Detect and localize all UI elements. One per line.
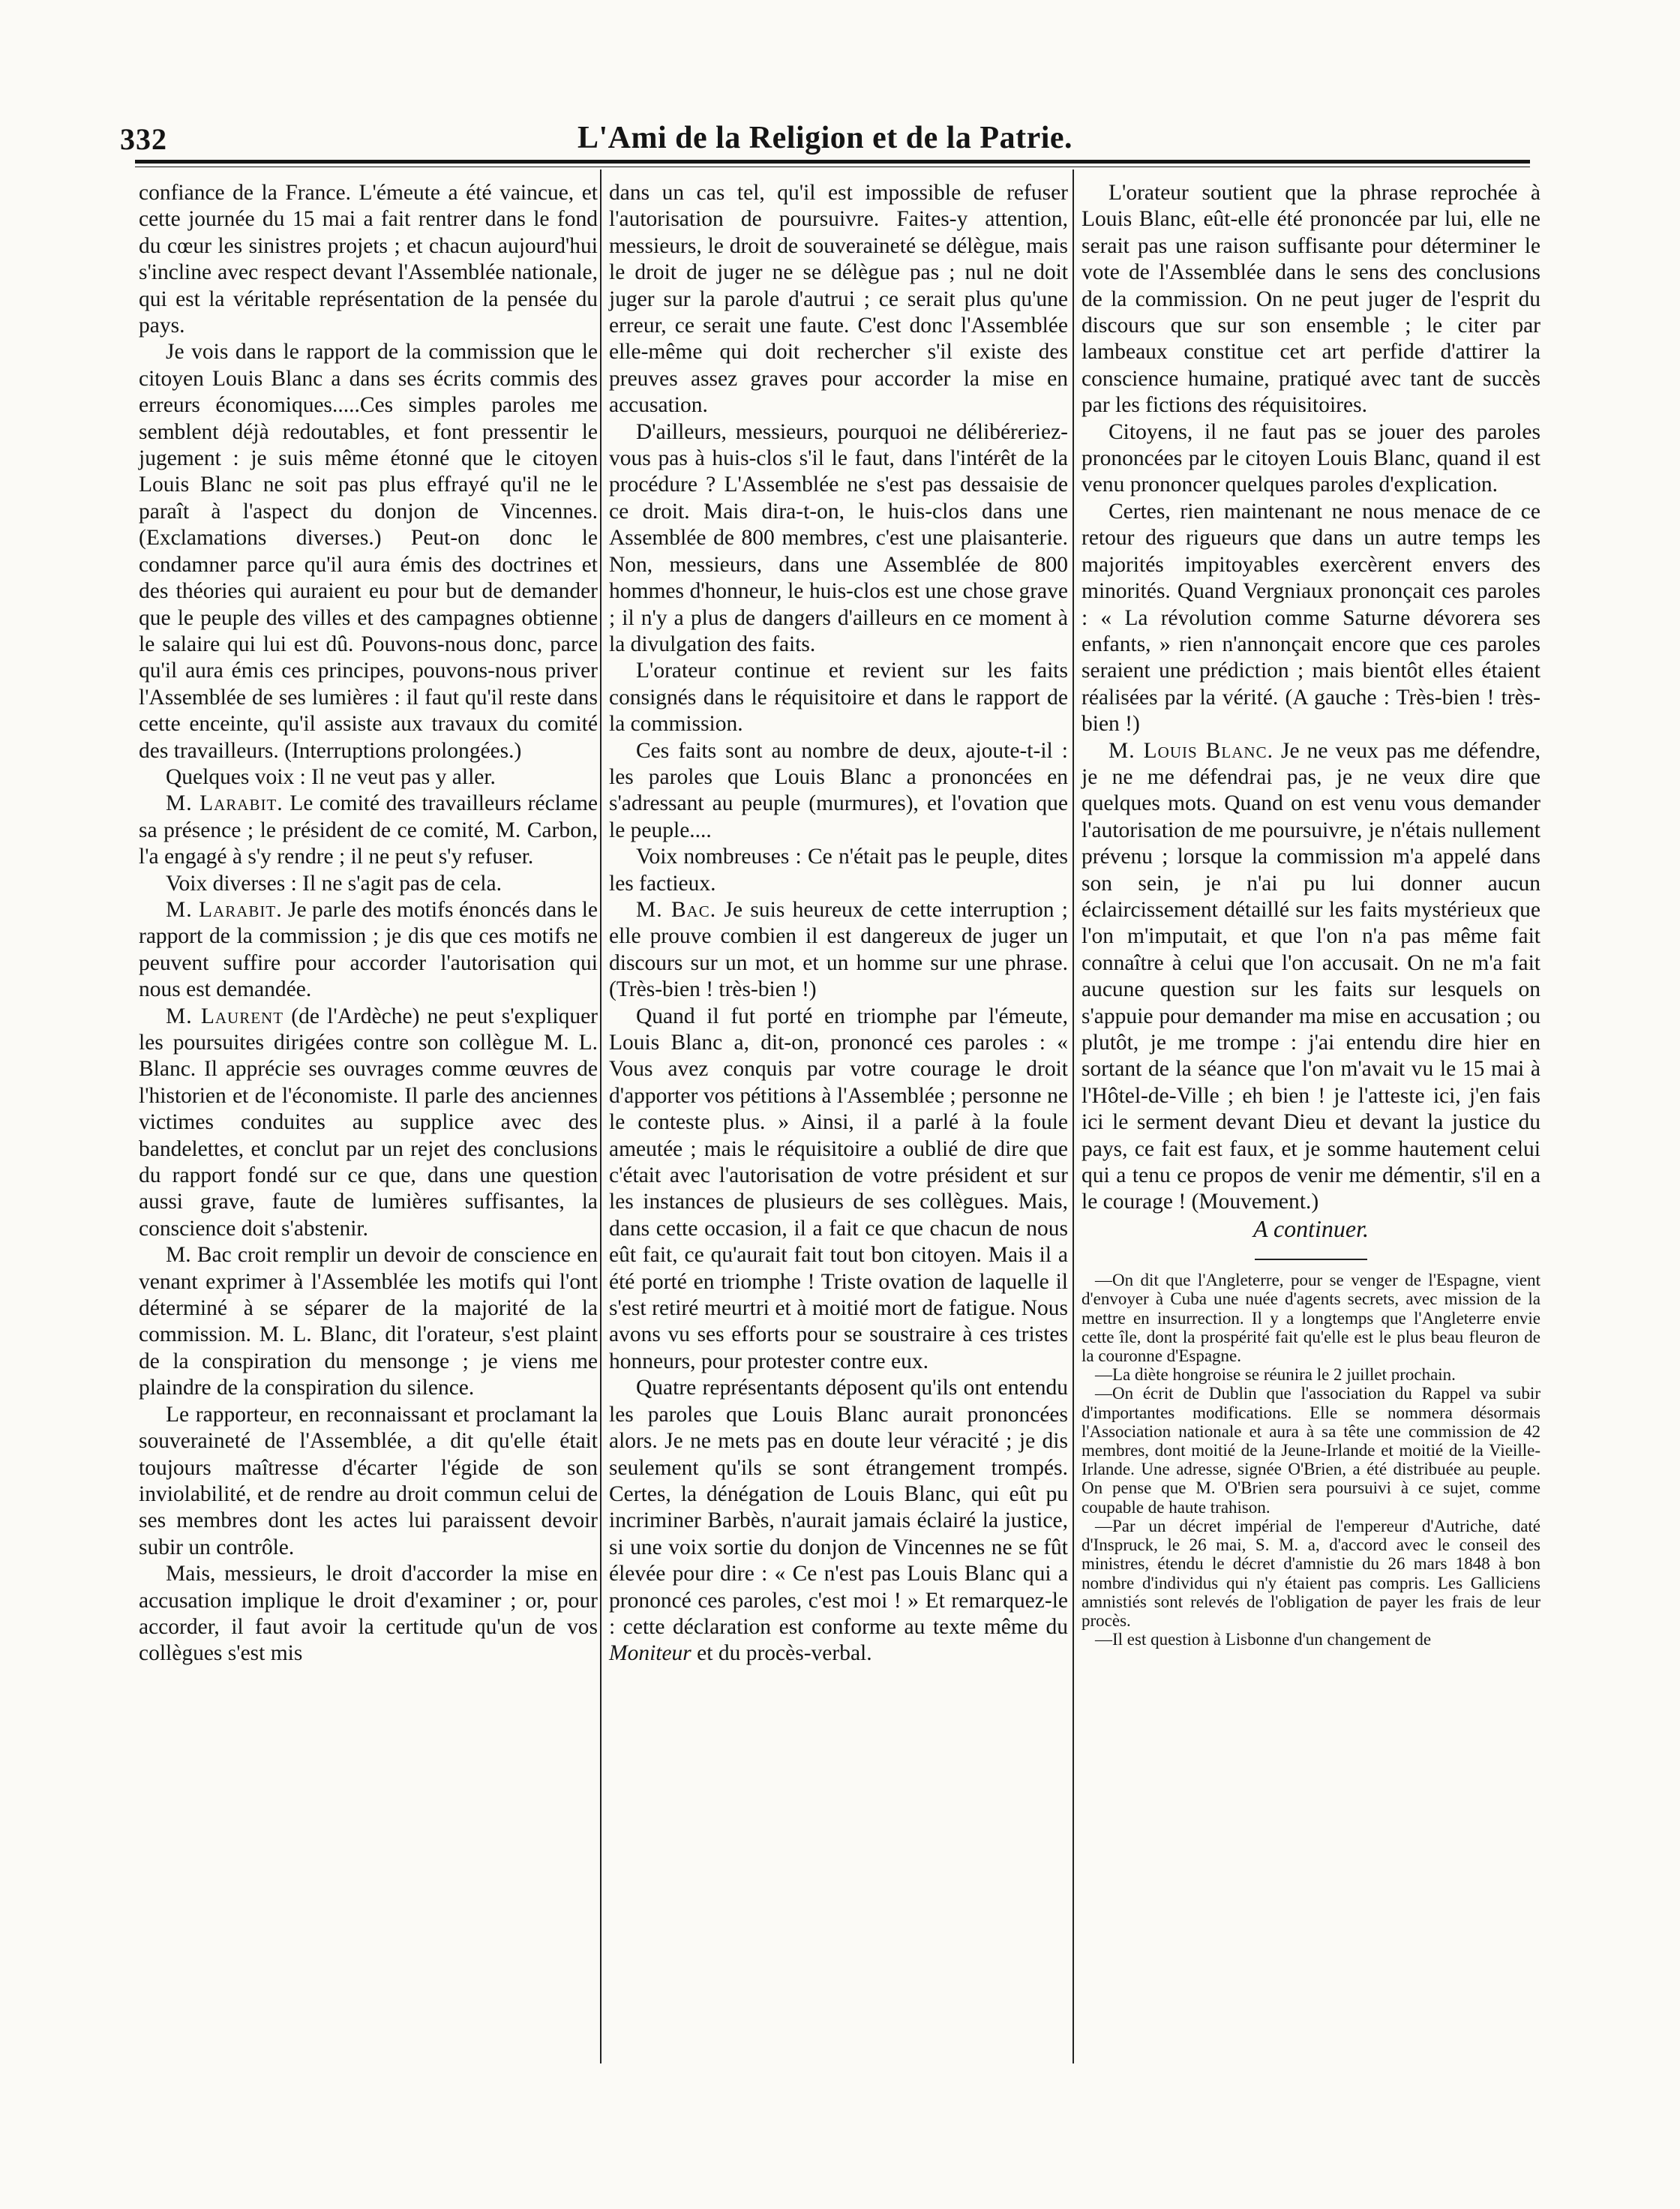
section-rule [1255, 1259, 1367, 1260]
column-1 [139, 180, 598, 1667]
column-divider [1072, 170, 1074, 2063]
news-item: —Il est question à Lisbonne d'un changement de [1095, 1630, 1432, 1649]
newspaper-title: Moniteur [609, 1641, 692, 1666]
paragraph: Quand il fut porté en triomphe par l'émeute, Louis Blanc a, dit-on, prononcé ces paroles : « Vous avez conquis par votre courage le droit d'apporter vos pétitions à l'Assemblée ; personne ne le conteste plus. » Ainsi, il a parlé à la foule ameutée ; mais le réquisitoire a oublié de dire que c'était avec l'autorisation de votre président et sur les instances de plusieurs de ses collègues. Mais, dans cette occasion, il a fait ce que chacun de nous eût fait, ce qu'aurait fait tout bon citoyen. Mais il a été porté en triomphe ! Triste ovation de laquelle il s'est retiré meurtri et à moitié mort de fatigue. Nous avons vu ses efforts pour se soustraire à ces tristes honneurs, pour protester contre eux. [609, 1004, 1068, 1373]
paragraph: Certes, rien maintenant ne nous menace de ce retour des rigueurs que dans un autre temps les majorités impitoyables exercèrent envers des minorités. Quand Vergniaux prononçait ces paroles : « La révolution comme Saturne dévorera ses enfants, » rien n'annonçait encore que ces paroles seraient une prédiction ; mais bientôt elles étaient réalisées par la vérité. (A gauche : Très-bien ! très-bien !) [1082, 499, 1540, 737]
paragraph: Ces faits sont au nombre de deux, ajoute-t-il : les paroles que Louis Blanc a prononcées en s'adressant au peuple (murmures), et l'ovation que le peuple.... [609, 738, 1068, 842]
paragraph: Voix nombreuses : Ce n'était pas le peuple, dites les factieux. [609, 845, 1068, 896]
paragraph: Voix diverses : Il ne s'agit pas de cela. [166, 871, 502, 896]
speaker-name: M. Laurent [166, 1004, 284, 1028]
news-briefs [1082, 1271, 1540, 1649]
paragraph [609, 897, 1068, 1004]
news-item: —La diète hongroise se réunira le 2 juillet prochain. [1095, 1365, 1456, 1385]
header-rule [135, 160, 1530, 164]
speech-text: Quatre représentants déposent qu'ils ont entendu les paroles que Louis Blanc aurait prononcées alors. Je ne mets pas en doute leur véracité ; je dis seulement qu'ils se sont étrangement trompés. Certes, la dénégation de Louis Blanc, qui eût pu incriminer Barbès, n'aurait jamais éclairé la justice, si une voix sortie du donjon de Vincennes ne se fût élevée pour dire : « Ce n'est pas Louis Blanc qui a prononcé ces paroles, c'est moi ! » Et remarquez-le : cette déclaration est conforme au texte même du [609, 1376, 1068, 1639]
paragraph: Je vois dans le rapport de la commission que le citoyen Louis Blanc a dans ses écrits commis des erreurs économiques.....Ces simples paroles me semblent déjà redoutables, et font pressentir le jugement : je suis même étonné que le citoyen Louis Blanc ne soit pas plus effrayé qu'il ne le paraît à l'aspect du donjon de Vincennes. (Exclamations diverses.) Peut-on donc le condamner parce qu'il aura émis des doctrines et des théories qui auraient eu pour but de demander que le peuple des villes et des campagnes obtienne le salaire qui lui est dû. Pouvons-nous donc, parce qu'il aura émis ces principes, pouvons-nous priver l'Assemblée de ses lumières : il faut qu'il reste dans cette enceinte, qu'il assiste aux travaux du comité des travailleurs. (Interruptions prolongées.) [139, 340, 598, 763]
paragraph: Mais, messieurs, le droit d'accorder la mise en accusation implique le droit d'examiner ; or, pour accorder, il faut avoir la certitude qu'un de vos collègues s'est mis [139, 1562, 598, 1666]
paragraph: D'ailleurs, messieurs, pourquoi ne délibéreriez-vous pas à huis-clos s'il le faut, dans l'intérêt de la procédure ? L'Assemblée ne s'est pas dessaisie de ce droit. Mais dira-t-on, le huis-clos dans une Assemblée de 800 membres, c'est une plaisanterie. Non, messieurs, dans une Assemblée de 800 hommes d'honneur, le huis-clos est une chose grave ; il n'y a plus de dangers d'ailleurs en ce moment à la divulgation des faits. [609, 419, 1068, 656]
speech-text: Je ne veux pas me défendre, je ne me défendrai pas, je ne veux dire que quelques mots. Quand on est venu vous demander l'autorisation de me poursuivre, je n'étais nullement prévenu ; lorsque la commission m'a appelé dans son sein, je n'ai pu lui donner aucun éclaircissement détaillé sur les faits mystérieux que l'on m'imputait, et que l'on n'a pas même fait connaître à celui que l'on accusait. On ne m'a fait aucune question sur les faits sur lesquels on s'appuie pour demander ma mise en accusation ; ou plutôt, je me trompe : j'ai entendu dire hier en sortant de la séance que l'on m'avait vu le 15 mai à l'Hôtel-de-Ville ; eh bien ! je l'atteste ici, j'en fais ici le serment devant Dieu et devant la justice du pays, ce fait est faux, et je somme hautement celui qui a tenu ce propos de venir me démentir, s'il en a le courage ! (Mouvement.) [1082, 738, 1540, 1214]
column-3 [1082, 180, 1540, 1649]
paragraph: dans un cas tel, qu'il est impossible de refuser l'autorisation de poursuivre. Faites-y attention, messieurs, le droit de souveraineté se délègue, mais le droit de juger ne se délègue pas ; nul ne doit juger sur la parole d'autrui ; ce serait plus qu'une erreur, ce serait une faute. C'est donc l'Assemblée elle-même qui doit rechercher s'il existe des preuves assez graves pour accorder la mise en accusation. [609, 181, 1068, 418]
paragraph [139, 897, 598, 1004]
page-header [120, 113, 1530, 165]
paragraph: Le rapporteur, en reconnaissant et proclamant la souveraineté de l'Assemblée, a dit qu'elle était toujours maîtresse d'écarter l'égide de son inviolabilité, et de rendre au droit commun celui de ses membres dont les actes lui paraissent devoir subir un contrôle. [139, 1402, 598, 1559]
paragraph: Citoyens, il ne faut pas se jouer des paroles prononcées par le citoyen Louis Blanc, quand il est venu prononcer quelques paroles d'explication. [1082, 419, 1540, 497]
news-item: —On écrit de Dublin que l'association du Rappel va subir d'importantes modifications. Elle se nommera désormais l'Association nationale et aura à sa tête une commission de 42 membres, dont moitié de la Jeune-Irlande et moitié de la Vieille-Irlande. Une adresse, signée O'Brien, a été distribuée au peuple. On pense que M. O'Brien sera poursuivi à ce sujet, comme coupable de haute trahison. [1082, 1384, 1540, 1517]
news-item: —Par un décret impérial de l'empereur d'Autriche, daté d'Inspruck, le 26 mai, S. M. a, d'accord avec le conseil des ministres, étendu le décret d'amnistie du 26 mars 1848 à bon nombre d'individus qui n'y étaient pas compris. Les Galliciens amnistiés sont relevés de l'obligation de payer les frais de leur procès. [1082, 1516, 1540, 1630]
column-divider [600, 170, 602, 2063]
speaker-name: M. Louis Blanc. [1108, 738, 1274, 763]
speech-text: Je suis heureux de cette interruption ; elle prouve combien il est dangereux de juger un discours sur un mot, et un homme sur une phrase. (Très-bien ! très-bien !) [609, 897, 1068, 1002]
paragraph: confiance de la France. L'émeute a été vaincue, et cette journée du 15 mai a fait rentrer dans le fond du cœur les sinistres projets ; et chacun aujourd'hui s'incline avec respect devant l'Assemblée nationale, qui est la véritable représentation de la pensée du pays. [139, 181, 598, 338]
paragraph: Quelques voix : Il ne veut pas y aller. [166, 764, 496, 789]
speech-text: et du procès-verbal. [691, 1641, 872, 1666]
speech-text: Je parle des motifs énoncés dans le rapport de la commission ; je dis que ces motifs ne peuvent suffire pour accorder l'autorisation qui nous est demandée. [139, 897, 598, 1002]
paragraph: L'orateur continue et revient sur les faits consignés dans le réquisitoire et dans le rapport de la commission. [609, 659, 1068, 737]
speech-text: (de l'Ardèche) ne peut s'expliquer les poursuites dirigées contre son collègue M. L. Blanc. Il apprécie ses ouvrages comme œuvres de l'historien et de l'économiste. Il parle des anciennes victimes conduites au supplice avec des bandelettes, et conclut par un rejet des conclusions du rapport fondé sur ce que, dans une question aussi grave, faute de lumières suffisantes, la conscience doit s'abstenir. [139, 1004, 598, 1241]
to-be-continued: A continuer. [1252, 1214, 1370, 1242]
paragraph [609, 1375, 1068, 1667]
journal-title: L'Ami de la Religion et de la Patrie. [577, 121, 1073, 155]
paragraph: M. Bac croit remplir un devoir de conscience en venant exprimer à l'Assemblée les motifs qui l'ont déterminé à se séparer de la majorité de la commission. M. L. Blanc, dit l'orateur, s'est plaint de la conspiration du mensonge ; je viens me plaindre de la conspiration du silence. [139, 1243, 598, 1400]
speaker-name: M. Larabit. [166, 791, 284, 816]
paragraph [139, 1004, 598, 1243]
speaker-name: M. Bac. [636, 897, 717, 922]
column-2 [609, 180, 1068, 1667]
paragraph: L'orateur soutient que la phrase reprochée à Louis Blanc, eût-elle été prononcée par lui, elle ne serait pas une raison suffisante pour déterminer le vote de l'Assemblée dans le sens des conclusions de la commission. On ne peut juger de l'esprit du discours que sur son ensemble ; le citer par lambeaux constitue cet art perfide d'attirer la conscience humaine, pratiqué avec tant de succès par les fictions des réquisitoires. [1082, 181, 1540, 418]
speech-text: Le comité des travailleurs réclame sa présence ; le président de ce comité, M. Carbon, l'a engagé à s'y rendre ; il ne peut s'y refuser. [139, 791, 598, 869]
paragraph [139, 791, 598, 870]
page-number: 332 [120, 122, 167, 156]
news-item: —On dit que l'Angleterre, pour se venger de l'Espagne, vient d'envoyer à Cuba une nuée d'agents secrets, avec mission de la mettre en insurrection. Il y a longtemps que l'Angleterre envie cette île, dont la prospérité fait qu'elle est le plus beau fleuron de la couronne d'Espagne. [1082, 1271, 1540, 1366]
speaker-name: M. Larabit. [166, 897, 283, 922]
paragraph [1082, 738, 1540, 1216]
